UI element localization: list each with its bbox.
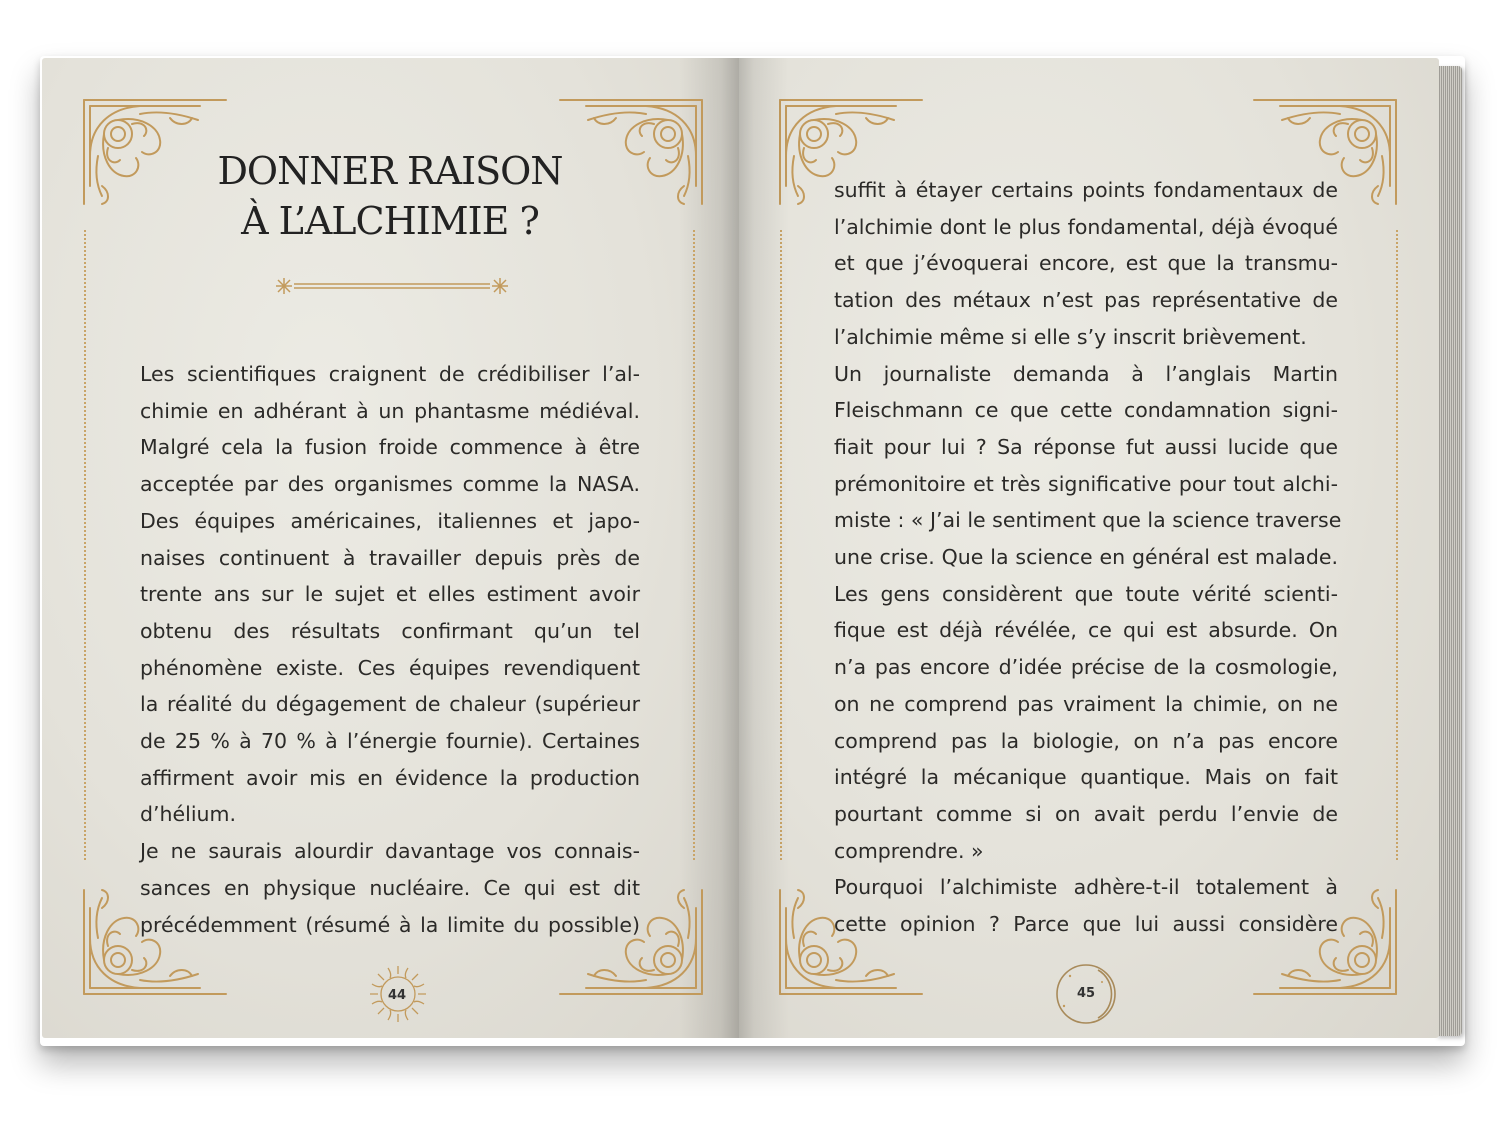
text-line: Les scientifiques craignent de crédibiliser l’al-	[140, 362, 640, 386]
text-line: Fleischmann ce que cette condamnation signi-	[834, 398, 1338, 423]
text-line: Pourquoi l’alchimiste adhère-t-il totalement à	[834, 875, 1338, 900]
right-page-text	[834, 172, 1342, 943]
text-line: intégré la mécanique quantique. Mais on fait	[834, 765, 1338, 790]
page-edges	[1436, 66, 1462, 1036]
star-icon	[276, 278, 292, 294]
text-line: précédemment (résumé à la limite du possible)	[140, 912, 640, 937]
text-line: Malgré cela la fusion froide commence à être	[140, 435, 640, 460]
text-line: l’alchimie dont le plus fondamental, déjà évoqué	[834, 214, 1338, 239]
text-line: fique est déjà révélée, ce qui est absurde. On	[834, 618, 1338, 643]
text-line: acceptée par des organismes comme la NASA.	[140, 472, 640, 497]
dotted-border-right	[693, 230, 695, 860]
star-icon	[492, 278, 508, 294]
title-line: DONNER RAISON	[217, 149, 563, 193]
text-line: naises continuent à travailler depuis près de	[140, 545, 640, 570]
text-line: fiait pour lui ? Sa réponse fut aussi lucide que	[834, 434, 1338, 459]
text-line: pourtant comme si on avait perdu l’envie de	[834, 801, 1338, 826]
text-line: miste : « J’ai le sentiment que la science traverse	[834, 508, 1342, 533]
text-line: comprendre. »	[834, 838, 984, 863]
text-line: la réalité du dégagement de chaleur (supérieur	[140, 692, 640, 717]
left-page-text	[140, 356, 640, 943]
text-line: l’alchimie même si elle s’y inscrit brièvement.	[834, 324, 1307, 349]
text-line: Je ne saurais alourdir davantage vos connais-	[140, 839, 640, 864]
text-line: suffit à étayer certains points fondamentaux de	[834, 178, 1338, 202]
text-line: phénomène existe. Ces équipes revendiquent	[140, 655, 640, 680]
text-line: cette opinion ? Parce que lui aussi considère	[834, 912, 1338, 937]
text-line: n’a pas encore d’idée précise de la cosmologie,	[834, 655, 1338, 680]
text-line: de 25 % à 70 % à l’énergie fournie). Certaines	[140, 729, 640, 754]
text-line: affirment avoir mis en évidence la production	[140, 765, 640, 790]
dotted-border-left	[84, 230, 86, 860]
chapter-title	[140, 146, 640, 246]
page-number: 44	[387, 988, 407, 1003]
text-line: obtenu des résultats confirmant qu’un tel	[140, 618, 640, 643]
text-line: tation des métaux n’est pas représentative de	[834, 288, 1338, 313]
text-line: on ne comprend pas vraiment la chimie, on ne	[834, 691, 1338, 716]
title-line: À L’ALCHIMIE ?	[241, 199, 539, 243]
text-line: Les gens considèrent que toute vérité scienti-	[834, 581, 1338, 606]
text-line: et que j’évoquerai encore, est que la transmu-	[834, 251, 1338, 276]
text-line: prémonitoire et très significative pour tout alchi-	[834, 471, 1338, 496]
text-line: une crise. Que la science en général est malade.	[834, 545, 1338, 570]
text-line: sances en physique nucléaire. Ce qui est dit	[140, 875, 640, 900]
text-line: Un journaliste demanda à l’anglais Martin	[834, 361, 1338, 386]
text-line: Des équipes américaines, italiennes et japo-	[140, 508, 640, 533]
text-line: comprend pas la biologie, on n’a pas encore	[834, 728, 1338, 753]
text-line: d’hélium.	[140, 802, 237, 827]
title-divider	[272, 276, 512, 296]
text-line: trente ans sur le sujet et elles estiment avoir	[140, 582, 640, 607]
dotted-border-right	[1396, 230, 1398, 860]
text-line: chimie en adhérant à un phantasme médiéval.	[140, 398, 640, 423]
page-number: 45	[1076, 986, 1096, 1001]
